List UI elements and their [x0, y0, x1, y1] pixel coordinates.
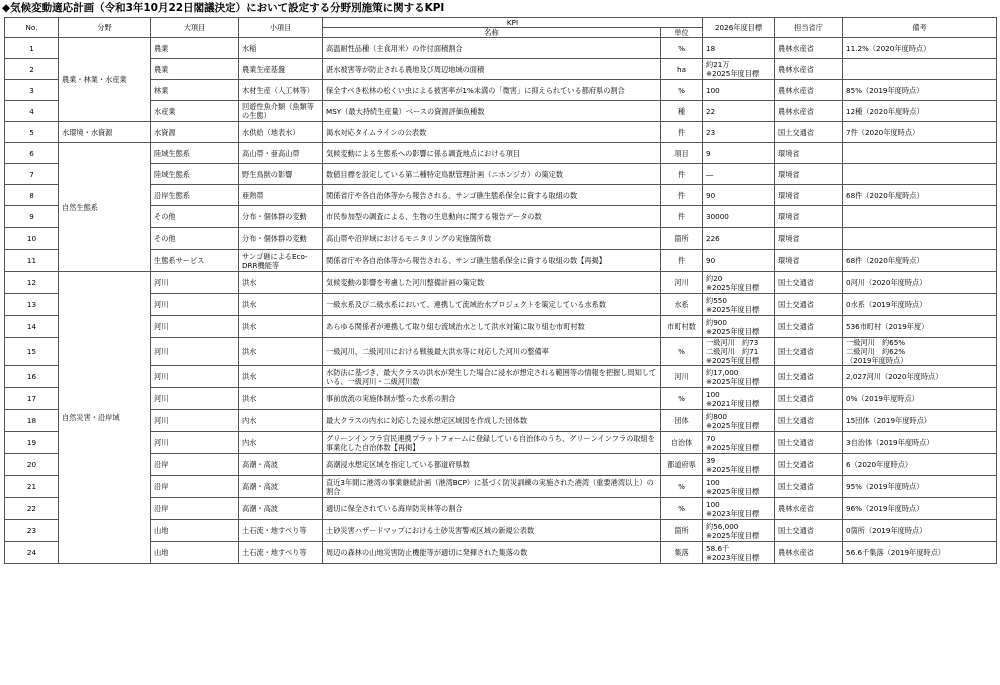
cell-remarks	[843, 454, 997, 476]
cell-no: 21	[5, 476, 59, 498]
table-row	[5, 520, 997, 542]
cell-field: 自然災害・沿岸域	[59, 272, 151, 564]
cell-major: その他	[151, 206, 239, 228]
cell-major: 河川	[151, 432, 239, 454]
cell-no: 4	[5, 101, 59, 122]
cell-unit: 団体	[661, 410, 703, 432]
cell-minor: 土石流・地すべり等	[239, 542, 323, 564]
cell-major: 沿岸	[151, 498, 239, 520]
header-unit: 単位	[661, 28, 703, 38]
cell-unit: %	[661, 388, 703, 410]
cell-target-text: 約800 ※2025年度目標	[706, 411, 760, 430]
cell-target	[703, 164, 775, 185]
cell-remarks	[843, 520, 997, 542]
cell-no: 6	[5, 143, 59, 164]
table-row	[5, 38, 997, 59]
cell-ministry: 国土交通省	[775, 388, 843, 410]
cell-remarks	[843, 59, 997, 80]
cell-ministry: 国土交通省	[775, 316, 843, 338]
cell-minor: 高潮・高波	[239, 454, 323, 476]
cell-remarks-text: 0%（2019年度時点）	[846, 394, 919, 403]
cell-remarks	[843, 432, 997, 454]
cell-major: 農業	[151, 38, 239, 59]
cell-unit: %	[661, 498, 703, 520]
cell-target	[703, 338, 775, 366]
cell-major: 沿岸	[151, 454, 239, 476]
cell-no: 2	[5, 59, 59, 80]
cell-minor: 洪水	[239, 316, 323, 338]
table-row	[5, 143, 997, 164]
cell-remarks	[843, 388, 997, 410]
header-major: 大項目	[151, 18, 239, 38]
header-name: 名称	[323, 28, 661, 38]
cell-target-text: 90	[706, 256, 716, 265]
table-row	[5, 542, 997, 564]
cell-target-text: 58.6千 ※2023年度目標	[706, 543, 760, 562]
cell-minor: 分布・個体群の変動	[239, 206, 323, 228]
table-row	[5, 454, 997, 476]
cell-minor: 水稲	[239, 38, 323, 59]
cell-target-text: 90	[706, 190, 716, 200]
cell-target	[703, 272, 775, 294]
cell-name: 適切に保全されている海岸防災林等の割合	[323, 498, 661, 520]
cell-no: 9	[5, 206, 59, 228]
cell-minor: 洪水	[239, 388, 323, 410]
cell-name: 直近3年間に港湾の事業継続計画（港湾BCP）に基づく防災訓練の実施された港湾（重要港湾以上）の割合	[323, 476, 661, 498]
cell-ministry: 環境省	[775, 164, 843, 185]
cell-no: 20	[5, 454, 59, 476]
cell-remarks	[843, 316, 997, 338]
cell-target-text: 約550 ※2025年度目標	[706, 295, 760, 314]
cell-minor: 洪水	[239, 272, 323, 294]
cell-no: 8	[5, 185, 59, 206]
cell-unit: %	[661, 338, 703, 366]
cell-target-text: ―	[706, 169, 714, 179]
cell-name: 関係省庁や各自治体等から報告される、サンゴ礁生態系保全に資する取組の数	[323, 185, 661, 206]
cell-major: 山地	[151, 520, 239, 542]
cell-target	[703, 143, 775, 164]
cell-major: 生態系サービス	[151, 250, 239, 272]
cell-no: 3	[5, 80, 59, 101]
cell-unit: 件	[661, 250, 703, 272]
cell-ministry: 農林水産省	[775, 80, 843, 101]
table-row	[5, 272, 997, 294]
cell-major: その他	[151, 228, 239, 250]
cell-remarks-text: 2,027河川（2020年度時点）	[846, 372, 943, 381]
cell-target-text: 約21万 ※2025年度目標	[706, 60, 760, 78]
cell-unit: %	[661, 476, 703, 498]
cell-unit: 都道府県	[661, 454, 703, 476]
cell-major: 河川	[151, 366, 239, 388]
cell-major: 陸域生態系	[151, 164, 239, 185]
cell-unit: 河川	[661, 366, 703, 388]
cell-major: 河川	[151, 272, 239, 294]
cell-remarks	[843, 476, 997, 498]
header-minor: 小項目	[239, 18, 323, 38]
cell-no: 22	[5, 498, 59, 520]
cell-remarks	[843, 122, 997, 143]
header-kpi: KPI	[323, 18, 703, 28]
cell-major: 陸域生態系	[151, 143, 239, 164]
cell-remarks	[843, 498, 997, 520]
cell-remarks	[843, 228, 997, 250]
kpi-table-body	[5, 38, 997, 564]
cell-unit: 集落	[661, 542, 703, 564]
cell-ministry: 環境省	[775, 206, 843, 228]
cell-no: 18	[5, 410, 59, 432]
cell-field: 農業・林業・水産業	[59, 38, 151, 122]
cell-name: 土砂災害ハザードマップにおける土砂災害警戒区域の新規公表数	[323, 520, 661, 542]
cell-minor: 亜熱帯	[239, 185, 323, 206]
cell-ministry: 農林水産省	[775, 498, 843, 520]
cell-ministry: 農林水産省	[775, 38, 843, 59]
cell-major: 河川	[151, 410, 239, 432]
cell-ministry: 環境省	[775, 250, 843, 272]
cell-name: 保全すべき松林の松くい虫による被害率が1%未満の「微害」に抑えられている都府県の割合	[323, 80, 661, 101]
cell-minor: 内水	[239, 410, 323, 432]
cell-remarks	[843, 206, 997, 228]
cell-name: グリーンインフラ官民連携プラットフォームに登録している自治体のうち、グリーンインフラの取組を事業化した自治体数【再掲】	[323, 432, 661, 454]
header-remarks: 備考	[843, 18, 997, 38]
cell-target-text: 30000	[706, 212, 729, 221]
table-row	[5, 366, 997, 388]
cell-target-text: 100 ※2023年度目標	[706, 499, 760, 518]
cell-minor: 農業生産基盤	[239, 59, 323, 80]
table-row	[5, 432, 997, 454]
cell-remarks	[843, 185, 997, 206]
cell-name: あらゆる関係者が連携して取り組む流域治水として洪水対策に取り組む市町村数	[323, 316, 661, 338]
cell-minor: 野生鳥獣の影響	[239, 164, 323, 185]
cell-remarks-text: 一級河川 約65% 二級河川 約62% （2019年度時点）	[846, 338, 908, 365]
cell-remarks	[843, 542, 997, 564]
table-row	[5, 316, 997, 338]
cell-major: 林業	[151, 80, 239, 101]
cell-unit: 件	[661, 185, 703, 206]
cell-minor: 高潮・高波	[239, 498, 323, 520]
cell-name: 事前放流の実施体制が整った水系の割合	[323, 388, 661, 410]
cell-target	[703, 80, 775, 101]
table-row	[5, 228, 997, 250]
cell-major: 山地	[151, 542, 239, 564]
cell-target-text: 39 ※2025年度目標	[706, 455, 760, 474]
table-row	[5, 338, 997, 366]
cell-name: 水防法に基づき、最大クラスの洪水が発生した場合に浸水が想定される範囲等の情報を把握し周知している、一級河川・二級河川数	[323, 366, 661, 388]
cell-target	[703, 122, 775, 143]
cell-no: 12	[5, 272, 59, 294]
cell-target	[703, 388, 775, 410]
cell-name: 数値目標を設定している第二種特定鳥獣管理計画（ニホンジカ）の策定数	[323, 164, 661, 185]
cell-minor: 水供給（地表水）	[239, 122, 323, 143]
cell-ministry: 環境省	[775, 228, 843, 250]
cell-no: 15	[5, 338, 59, 366]
cell-no: 16	[5, 366, 59, 388]
cell-remarks-text: 68件（2020年度時点）	[846, 190, 924, 200]
cell-no: 10	[5, 228, 59, 250]
cell-minor: 分布・個体群の変動	[239, 228, 323, 250]
cell-remarks-text: 56.6千集落（2019年度時点）	[846, 548, 945, 557]
cell-remarks-text: 6（2020年度時点）	[846, 460, 913, 469]
cell-remarks	[843, 338, 997, 366]
table-row	[5, 388, 997, 410]
cell-name: 一級水系及び二級水系において、連携して流域治水プロジェクトを策定している水系数	[323, 294, 661, 316]
cell-field: 水環境・水資源	[59, 122, 151, 143]
cell-remarks-text: 11.2%（2020年度時点）	[846, 43, 931, 53]
cell-target	[703, 59, 775, 80]
cell-no: 11	[5, 250, 59, 272]
table-row	[5, 410, 997, 432]
cell-ministry: 農林水産省	[775, 101, 843, 122]
cell-target	[703, 498, 775, 520]
cell-unit: 種	[661, 101, 703, 122]
cell-remarks-text: 0水系（2019年度時点）	[846, 300, 927, 309]
cell-target	[703, 250, 775, 272]
cell-target	[703, 366, 775, 388]
cell-unit: 項目	[661, 143, 703, 164]
cell-ministry: 国土交通省	[775, 432, 843, 454]
cell-target	[703, 101, 775, 122]
cell-minor: 土石流・地すべり等	[239, 520, 323, 542]
page-title: ◆気候変動適応計画（令和3年10月22日閣議決定）において設定する分野別施策に関するKPI	[2, 2, 445, 14]
cell-name: 渇水対応タイムラインの公表数	[323, 122, 661, 143]
cell-remarks-text: 85%（2019年度時点）	[846, 85, 924, 95]
cell-remarks	[843, 410, 997, 432]
cell-minor: 洪水	[239, 338, 323, 366]
cell-ministry: 国土交通省	[775, 338, 843, 366]
cell-target	[703, 228, 775, 250]
cell-target	[703, 316, 775, 338]
cell-remarks-text: 12種（2020年度時点）	[846, 106, 924, 116]
cell-ministry: 国土交通省	[775, 366, 843, 388]
cell-major: 河川	[151, 316, 239, 338]
cell-field: 自然生態系	[59, 143, 151, 272]
cell-ministry: 農林水産省	[775, 542, 843, 564]
table-row	[5, 185, 997, 206]
cell-target-text: 18	[706, 43, 716, 53]
table-row	[5, 164, 997, 185]
table-row	[5, 59, 997, 80]
cell-no: 19	[5, 432, 59, 454]
cell-name: 湛水被害等が防止される農地及び周辺地域の面積	[323, 59, 661, 80]
cell-ministry: 国土交通省	[775, 294, 843, 316]
cell-remarks	[843, 143, 997, 164]
cell-remarks-text: 68件（2020年度時点）	[846, 256, 924, 265]
cell-remarks	[843, 272, 997, 294]
cell-target-text: 一級河川 約73 二級河川 約71 ※2025年度目標	[706, 338, 760, 365]
cell-no: 13	[5, 294, 59, 316]
cell-remarks-text: 3自治体（2019年度時点）	[846, 438, 934, 447]
cell-no: 5	[5, 122, 59, 143]
cell-major: 河川	[151, 294, 239, 316]
cell-target	[703, 520, 775, 542]
cell-major: 水資源	[151, 122, 239, 143]
header-target: 2026年度目標	[703, 18, 775, 38]
cell-target	[703, 410, 775, 432]
cell-target	[703, 476, 775, 498]
table-row	[5, 498, 997, 520]
cell-minor: 高潮・高波	[239, 476, 323, 498]
cell-unit: 件	[661, 122, 703, 143]
cell-target	[703, 542, 775, 564]
cell-target-text: 100 ※2021年度目標	[706, 389, 760, 408]
cell-target-text: 約900 ※2025年度目標	[706, 317, 760, 336]
cell-remarks	[843, 101, 997, 122]
cell-target-text: 100 ※2025年度目標	[706, 477, 760, 496]
table-row	[5, 476, 997, 498]
cell-remarks-text: 0箇所（2019年度時点）	[846, 526, 927, 535]
cell-major: 河川	[151, 388, 239, 410]
cell-ministry: 国土交通省	[775, 454, 843, 476]
cell-remarks	[843, 80, 997, 101]
cell-name: 高潮浸水想定区域を指定している都道府県数	[323, 454, 661, 476]
cell-minor: 洪水	[239, 294, 323, 316]
cell-minor: 高山帯・亜高山帯	[239, 143, 323, 164]
cell-target	[703, 185, 775, 206]
cell-no: 14	[5, 316, 59, 338]
cell-name: 市民参加型の調査による、生物の生息動向に関する報告データの数	[323, 206, 661, 228]
cell-ministry: 国土交通省	[775, 410, 843, 432]
cell-name: 一級河川、二級河川における戦後最大洪水等に対応した河川の整備率	[323, 338, 661, 366]
cell-remarks-text: 15団体（2019年度時点）	[846, 416, 931, 425]
cell-minor: サンゴ礁によるEco-DRR機能等	[239, 250, 323, 272]
kpi-table	[4, 17, 997, 564]
cell-target-text: 226	[706, 234, 720, 243]
cell-unit: 箇所	[661, 228, 703, 250]
cell-remarks	[843, 250, 997, 272]
cell-target	[703, 294, 775, 316]
cell-remarks	[843, 294, 997, 316]
cell-unit: %	[661, 38, 703, 59]
cell-ministry: 国土交通省	[775, 476, 843, 498]
cell-name: MSY（最大持続生産量）ベースの資源評価魚種数	[323, 101, 661, 122]
table-row	[5, 250, 997, 272]
cell-ministry: 環境省	[775, 143, 843, 164]
cell-unit: %	[661, 80, 703, 101]
cell-ministry: 環境省	[775, 185, 843, 206]
cell-minor: 内水	[239, 432, 323, 454]
cell-unit: 市町村数	[661, 316, 703, 338]
cell-unit: ha	[661, 59, 703, 80]
cell-no: 17	[5, 388, 59, 410]
cell-name: 気候変動の影響を考慮した河川整備計画の策定数	[323, 272, 661, 294]
cell-remarks-text: 7件（2020年度時点）	[846, 127, 920, 137]
cell-unit: 水系	[661, 294, 703, 316]
table-row	[5, 294, 997, 316]
cell-unit: 箇所	[661, 520, 703, 542]
cell-name: 高山帯や沿岸域におけるモニタリングの実施箇所数	[323, 228, 661, 250]
cell-name: 高温耐性品種（主食用米）の作付面積割合	[323, 38, 661, 59]
cell-no: 7	[5, 164, 59, 185]
cell-unit: 自治体	[661, 432, 703, 454]
cell-remarks-text: 96%（2019年度時点）	[846, 504, 924, 513]
table-row	[5, 122, 997, 143]
cell-unit: 件	[661, 206, 703, 228]
header-ministry: 担当省庁	[775, 18, 843, 38]
cell-remarks	[843, 366, 997, 388]
table-row	[5, 80, 997, 101]
cell-minor: 洪水	[239, 366, 323, 388]
header-row-top	[5, 18, 997, 28]
cell-name: 最大クラスの内水に対応した浸水想定区域図を作成した団体数	[323, 410, 661, 432]
cell-target-text: 約56,000 ※2025年度目標	[706, 521, 760, 540]
header-field: 分野	[59, 18, 151, 38]
cell-target-text: 100	[706, 85, 720, 95]
cell-remarks	[843, 38, 997, 59]
cell-ministry: 国土交通省	[775, 122, 843, 143]
cell-target-text: 9	[706, 148, 711, 158]
header-no: No.	[5, 18, 59, 38]
cell-target-text: 約17,000 ※2025年度目標	[706, 367, 760, 386]
cell-remarks	[843, 164, 997, 185]
cell-ministry: 国土交通省	[775, 520, 843, 542]
cell-target-text: 22	[706, 106, 716, 116]
cell-target	[703, 432, 775, 454]
cell-remarks-text: 0河川（2020年度時点）	[846, 278, 927, 287]
table-row	[5, 101, 997, 122]
cell-unit: 件	[661, 164, 703, 185]
cell-target-text: 約20 ※2025年度目標	[706, 273, 760, 292]
cell-name: 気候変動による生態系への影響に係る調査地点における項目	[323, 143, 661, 164]
cell-remarks-text: 536市町村（2019年度）	[846, 322, 929, 331]
cell-target-text: 23	[706, 127, 716, 137]
cell-ministry: 国土交通省	[775, 272, 843, 294]
cell-unit: 河川	[661, 272, 703, 294]
cell-name: 周辺の森林の山地災害防止機能等が適切に発揮された集落の数	[323, 542, 661, 564]
cell-major: 農業	[151, 59, 239, 80]
cell-major: 沿岸	[151, 476, 239, 498]
cell-target	[703, 454, 775, 476]
cell-target-text: 70 ※2025年度目標	[706, 433, 760, 452]
cell-no: 23	[5, 520, 59, 542]
cell-name: 関係省庁や各自治体等から報告される、サンゴ礁生態系保全に資する取組の数【再掲】	[323, 250, 661, 272]
cell-minor: 回遊性魚介類（魚類等の生態）	[239, 101, 323, 122]
cell-major: 河川	[151, 338, 239, 366]
cell-major: 沿岸生態系	[151, 185, 239, 206]
cell-remarks-text: 95%（2019年度時点）	[846, 482, 924, 491]
table-row	[5, 206, 997, 228]
cell-no: 1	[5, 38, 59, 59]
cell-no: 24	[5, 542, 59, 564]
cell-target	[703, 38, 775, 59]
cell-target	[703, 206, 775, 228]
cell-minor: 木材生産（人工林等）	[239, 80, 323, 101]
cell-ministry: 農林水産省	[775, 59, 843, 80]
cell-major: 水産業	[151, 101, 239, 122]
